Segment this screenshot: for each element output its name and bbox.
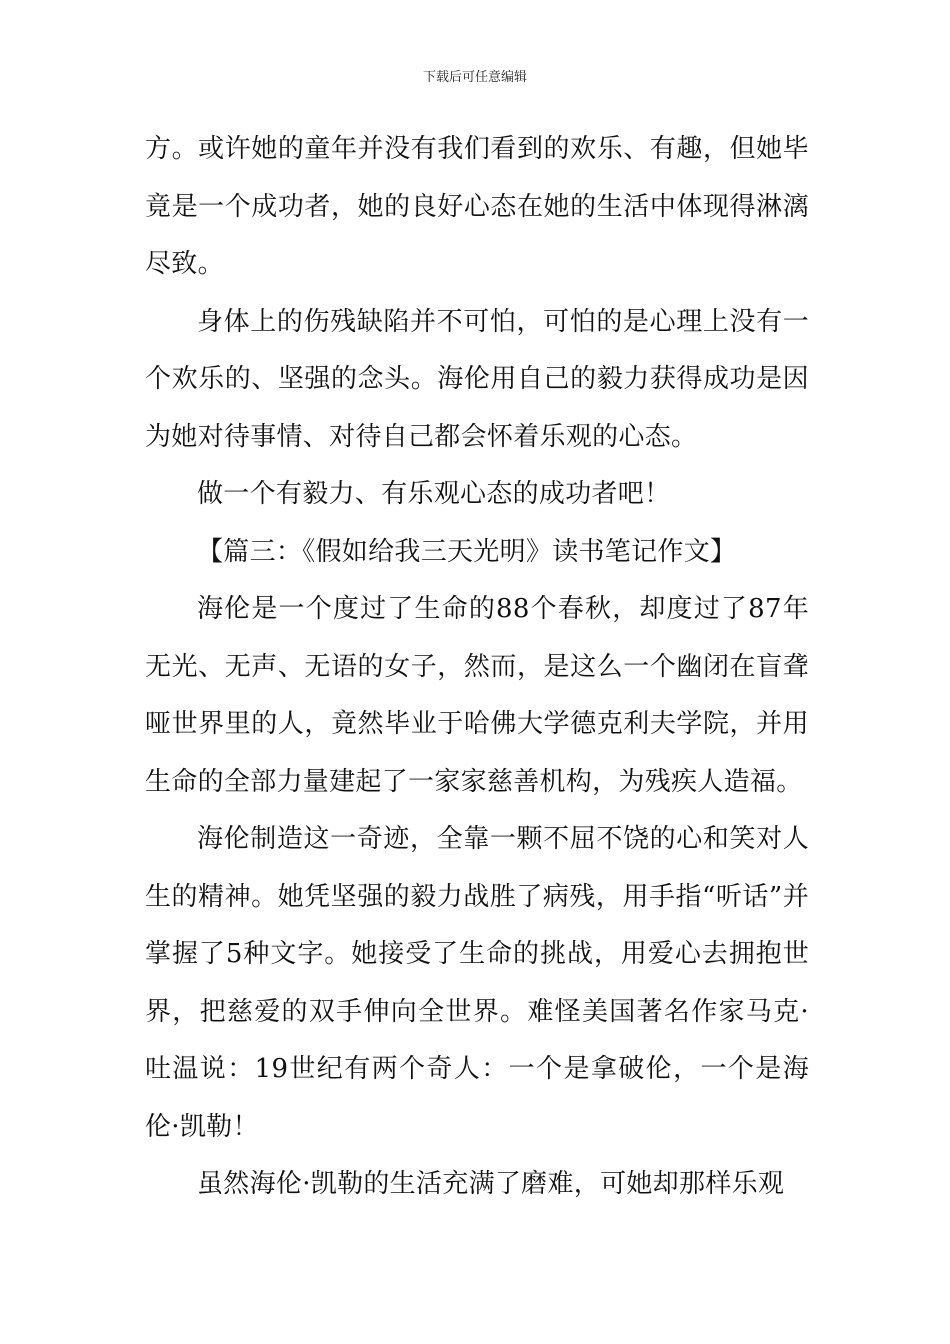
paragraph-4: 海伦是一个度过了生命的88个春秋，却度过了87年无光、无声、无语的女子，然而，是这么一个幽闭在盲聋哑世界里的人，竟然毕业于哈佛大学德克利夫学院，并用生命的全部力量建起了一家家慈善机构，为残疾人造福。 [145,594,809,797]
paragraph-5: 海伦制造这一奇迹，全靠一颗不屈不饶的心和笑对人生的精神。她凭坚强的毅力战胜了病残，用手指“听话”并掌握了5种文字。她接受了生命的挑战，用爱心去拥抱世界，把慈爱的双手伸向全世界。难怪美国著名作家马克·吐温说：19世纪有两个奇人：一个是拿破伦，一个是海伦·凯勒！ [145,824,809,1142]
paragraph-3: 做一个有毅力、有乐观心态的成功者吧！ [197,479,671,509]
section-title: 【篇三：《假如给我三天光明》读书笔记作文】 [197,536,737,567]
paragraph-2: 身体上的伤残缺陷并不可怕，可怕的是心理上没有一个欢乐的、坚强的念头。海伦用自己的毅力获得成功是因为她对待事情、对待自己都会怀着乐观的心态。 [145,306,809,452]
page-header-note: 下载后可任意编辑 [422,70,527,85]
document-body [145,121,809,1214]
paragraph-1: 方。或许她的童年并没有我们看到的欢乐、有趣，但她毕竟是一个成功者，她的良好心态在她的生活中体现得淋漓尽致。 [145,134,809,279]
paragraph-6: 虽然海伦·凯勒的生活充满了磨难，可她却那样乐观 [197,1169,785,1199]
